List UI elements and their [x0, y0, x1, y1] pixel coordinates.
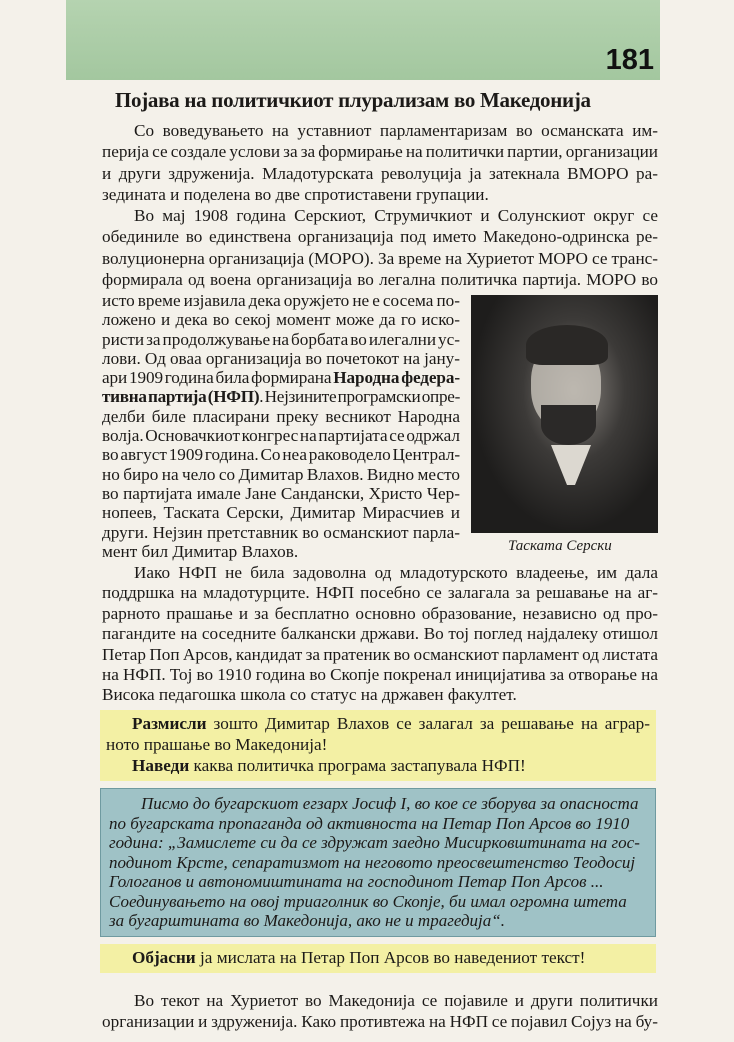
text: . Нејзините програмски опре- [259, 387, 460, 407]
task-text: ја мислата на Петар Поп Арсов во наведениот текст! [195, 948, 586, 967]
quote-line: година: „Замислете си да се здружат заедно Мисирковштината на гос- [109, 833, 640, 852]
photo-caption: Таската Серски [508, 538, 612, 554]
text-line: обединиле во единствена организација под името Македоно-одринска ре- [102, 227, 658, 247]
task-explain-box [100, 944, 656, 973]
collar [551, 445, 591, 485]
text-line: исто време изјавила дека оружјето не е сосема по- [102, 291, 460, 310]
text-line [102, 387, 460, 406]
text-line: но биро на чело со Димитар Влахов. Видно место [102, 464, 460, 484]
quote-line: Соединувањето на овој триаголник во Скопје, би имал огромна штета [109, 891, 627, 911]
quote-box [100, 788, 656, 937]
task-explain [100, 947, 656, 968]
text-line: пагандите на соседните балкански држави. Во тој поглед најдалеку отишол [102, 624, 658, 644]
text-line: поддршка на младотурците. НФП посебно се залагала за решавање на аг- [102, 583, 658, 603]
quote-line: по бугарската пропаганда од активноста на Петар Поп Арсов во 1910 [109, 813, 630, 833]
text-line: лови. Од оваа организација во почетокот на јану- [102, 348, 460, 368]
text-line: во партијата имале Јане Сандански, Христо Чер- [102, 483, 460, 503]
text-line: мент бил Димитар Влахов. [102, 541, 299, 561]
text-line: делби биле пласирани преку весникот Народна [102, 406, 460, 426]
header-band [66, 0, 660, 80]
task-keyword: Објасни [132, 948, 196, 967]
text-line: перија се создале услови за за формирање на политички партии, организации [102, 142, 658, 162]
paragraph-nfp [102, 563, 658, 706]
hair [526, 325, 608, 365]
text-line: нопеев, Таската Серски, Димитар Мирасчиев и [102, 503, 460, 523]
paragraph-other-orgs [102, 990, 658, 1033]
portrait-photo [471, 295, 658, 533]
task-text: ното прашање во Македонија! [106, 735, 328, 754]
text-line: Висока педагошка школа со статус на државен факултет. [102, 685, 517, 705]
text-line: волја. Основачкиот конгрес на партијата се одржал [102, 426, 460, 446]
text-line: на НФП. Тој во 1910 година во Скопје покренал иницијатива за отворање на [102, 665, 658, 685]
text-line: и други здруженија. Младотурската револуција ја затекнала ВМОРО ра- [102, 163, 658, 183]
section-title: Појава на политичкиот плурализам во Македонија [115, 88, 591, 112]
text-line: Во мај 1908 година Серскиот, Струмичкиот и Солунскиот округ се [134, 206, 658, 226]
bold-term: Народна федера- [333, 368, 460, 388]
text-line: Петар Поп Арсов, кандидат за пратеник во османскиот парламент од листата [102, 644, 658, 664]
task-box [100, 710, 656, 781]
beard [541, 405, 596, 445]
task-text: зошто Димитар Влахов се залагал за решавање на аграр- [206, 714, 650, 733]
task-keyword: Наведи [132, 756, 190, 775]
task-keyword: Размисли [132, 714, 207, 733]
text-line: волуционерна организација (МОРО). За време на Хуриетот МОРО се транс- [102, 248, 658, 268]
task-think [100, 713, 656, 734]
text-line: организации и здруженија. Како противтежа на НФП се појавил Сојуз на бу- [102, 1012, 658, 1032]
task-text: каква политичка програма застапувала НФП! [189, 756, 526, 775]
text-line: зедината и поделена во две спротиставени групации. [102, 184, 489, 204]
text-line [102, 368, 460, 387]
quote-line: Писмо до бугарскиот егзарх Јосиф I, во кое се зборува за опасноста [141, 794, 639, 813]
task-list [100, 755, 656, 776]
quote-line: Гологанов и автономиштината на господинот Петар Поп Арсов ... [109, 872, 604, 891]
text: ари 1909 година била формирана [102, 368, 334, 388]
text-line: ристи за продолжување на борбата во илегални ус- [102, 329, 460, 349]
text-line: Иако НФП не била задоволна од младотурското владеење, им дала [134, 563, 658, 582]
text-line: ложено и дека во секој момент може да го иско- [102, 310, 460, 330]
text-line: формирала од воена организација во легална политичка партија. МОРО во [102, 270, 658, 290]
text-line: рарното прашање и за бесплатно основно образование, независно од про- [102, 603, 658, 623]
text-line: Со воведувањето на уставниот парламентаризам во османската им- [134, 121, 658, 140]
paragraph-moro [102, 291, 460, 561]
text-line: други. Нејзин претставник во османскиот парла- [102, 522, 460, 542]
paragraph-intro [102, 120, 658, 290]
text-line: Во текот на Хуриетот во Македонија се појавиле и други политички [134, 991, 658, 1010]
text-line: во август 1909 година. Со неа раководело Централ- [102, 445, 461, 465]
quote-line: подинот Крсте, сепаратизмот на неговото преосвештенство Теодосиј [109, 852, 636, 872]
quote-line: за бугарштината во Македонија, ако не и трагедија“. [109, 911, 505, 930]
bold-term: тивна партија (НФП) [102, 387, 260, 407]
page-number: 181 [605, 44, 654, 76]
